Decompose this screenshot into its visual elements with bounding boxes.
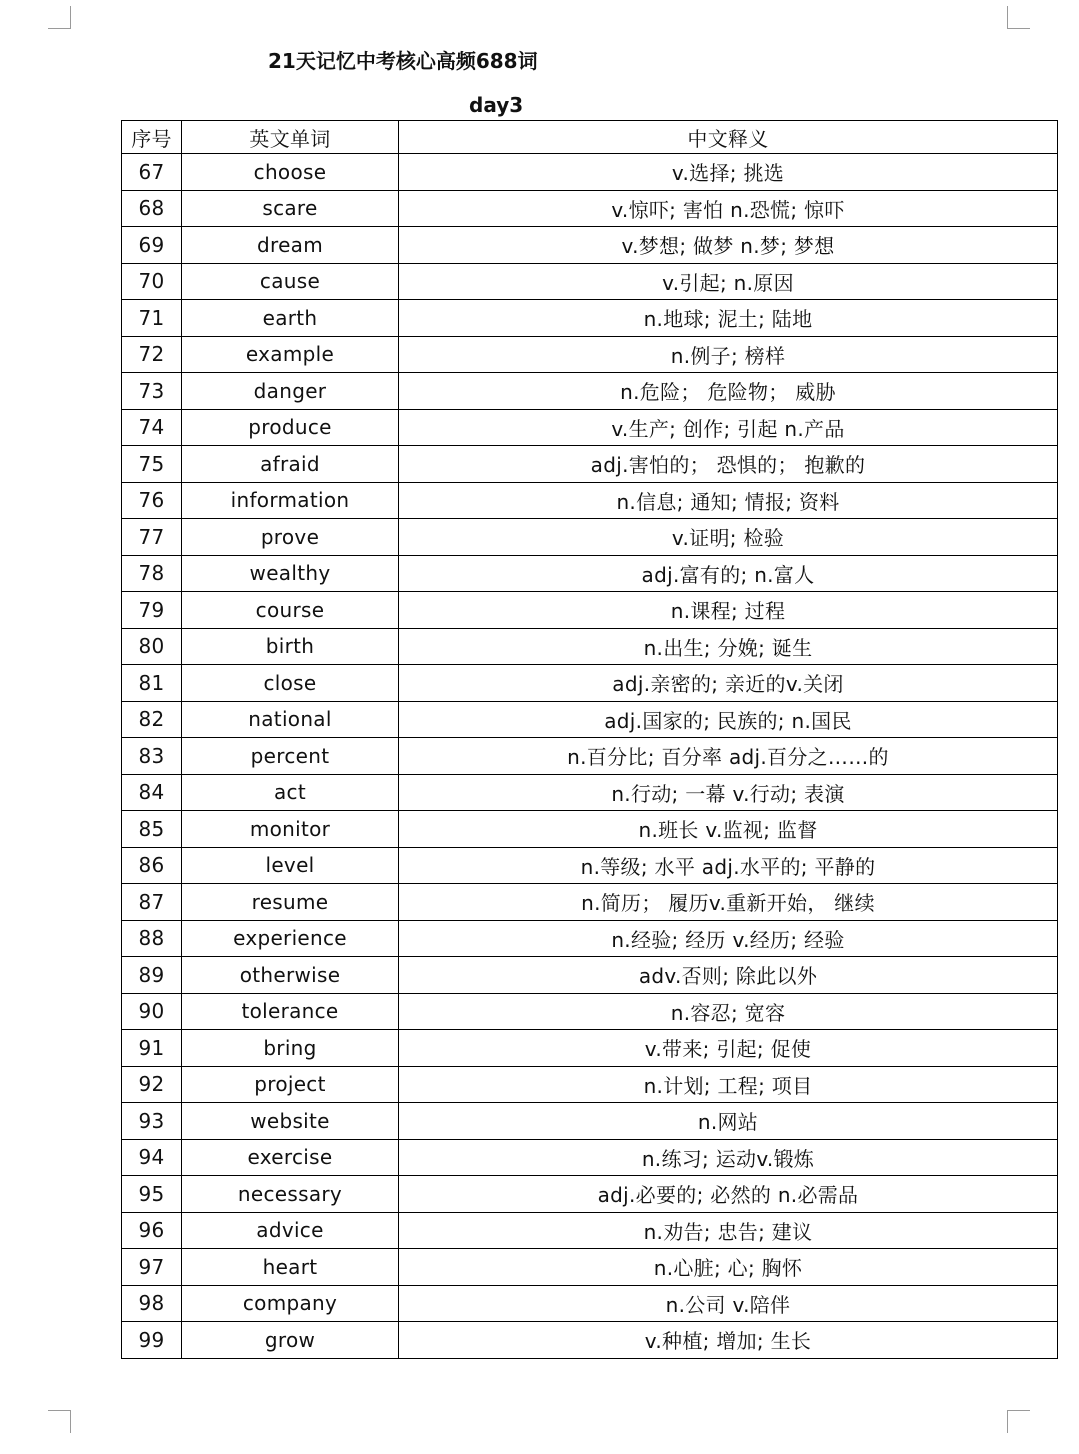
row-chinese-meaning: n.练习; 运动v.锻炼: [399, 1139, 1058, 1176]
row-english-word: monitor: [182, 811, 399, 848]
row-english-word: level: [182, 847, 399, 884]
table-row: [122, 592, 1058, 629]
table-row: [122, 1249, 1058, 1286]
row-index: 93: [122, 1103, 182, 1140]
header-index: 序号: [122, 121, 182, 154]
table-row: [122, 446, 1058, 483]
row-english-word: information: [182, 482, 399, 519]
row-chinese-meaning: n.危险； 危险物； 威胁: [399, 373, 1058, 410]
crop-mark-bottom-left: [48, 1410, 71, 1433]
table-row: [122, 1322, 1058, 1359]
table-row: [122, 519, 1058, 556]
row-chinese-meaning: adj.国家的; 民族的; n.国民: [399, 701, 1058, 738]
row-index: 95: [122, 1176, 182, 1213]
row-english-word: national: [182, 701, 399, 738]
row-english-word: resume: [182, 884, 399, 921]
row-english-word: percent: [182, 738, 399, 775]
table-row: [122, 957, 1058, 994]
table-row: [122, 227, 1058, 264]
table-row: [122, 1212, 1058, 1249]
row-index: 67: [122, 154, 182, 191]
row-english-word: earth: [182, 300, 399, 337]
row-english-word: act: [182, 774, 399, 811]
row-chinese-meaning: adj.富有的; n.富人: [399, 555, 1058, 592]
table-row: [122, 263, 1058, 300]
row-chinese-meaning: v.惊吓; 害怕 n.恐慌; 惊吓: [399, 190, 1058, 227]
row-english-word: tolerance: [182, 993, 399, 1030]
row-english-word: close: [182, 665, 399, 702]
row-english-word: experience: [182, 920, 399, 957]
row-english-word: choose: [182, 154, 399, 191]
table-row: [122, 190, 1058, 227]
row-index: 82: [122, 701, 182, 738]
row-chinese-meaning: adv.否则; 除此以外: [399, 957, 1058, 994]
table-body: [122, 154, 1058, 1359]
table-row: [122, 409, 1058, 446]
row-index: 96: [122, 1212, 182, 1249]
row-chinese-meaning: n.出生; 分娩; 诞生: [399, 628, 1058, 665]
row-english-word: bring: [182, 1030, 399, 1067]
table-row: [122, 811, 1058, 848]
row-english-word: prove: [182, 519, 399, 556]
row-index: 75: [122, 446, 182, 483]
vocabulary-table: [121, 120, 1058, 1359]
row-chinese-meaning: n.百分比; 百分率 adj.百分之……的: [399, 738, 1058, 775]
row-index: 86: [122, 847, 182, 884]
row-index: 87: [122, 884, 182, 921]
row-index: 84: [122, 774, 182, 811]
row-index: 83: [122, 738, 182, 775]
document-title: 21天记忆中考核心高频688词: [268, 49, 538, 73]
row-chinese-meaning: n.网站: [399, 1103, 1058, 1140]
crop-mark-bottom-right: [1007, 1410, 1030, 1433]
row-chinese-meaning: n.经验; 经历 v.经历; 经验: [399, 920, 1058, 957]
day-heading: day3: [469, 93, 524, 117]
table-row: [122, 1285, 1058, 1322]
table-row: [122, 847, 1058, 884]
table-row: [122, 884, 1058, 921]
row-chinese-meaning: n.信息; 通知; 情报; 资料: [399, 482, 1058, 519]
row-english-word: company: [182, 1285, 399, 1322]
row-chinese-meaning: v.种植; 增加; 生长: [399, 1322, 1058, 1359]
row-index: 78: [122, 555, 182, 592]
row-index: 74: [122, 409, 182, 446]
row-chinese-meaning: n.行动; 一幕 v.行动; 表演: [399, 774, 1058, 811]
row-chinese-meaning: v.生产; 创作; 引起 n.产品: [399, 409, 1058, 446]
row-index: 80: [122, 628, 182, 665]
row-index: 90: [122, 993, 182, 1030]
table-row: [122, 774, 1058, 811]
row-chinese-meaning: v.带来; 引起; 促使: [399, 1030, 1058, 1067]
row-index: 72: [122, 336, 182, 373]
row-chinese-meaning: v.引起; n.原因: [399, 263, 1058, 300]
row-index: 79: [122, 592, 182, 629]
row-english-word: advice: [182, 1212, 399, 1249]
row-index: 91: [122, 1030, 182, 1067]
table-row: [122, 1176, 1058, 1213]
row-chinese-meaning: v.梦想; 做梦 n.梦; 梦想: [399, 227, 1058, 264]
row-chinese-meaning: n.劝告; 忠告; 建议: [399, 1212, 1058, 1249]
crop-mark-top-right: [1007, 6, 1030, 29]
row-index: 76: [122, 482, 182, 519]
table-header-row: [122, 121, 1058, 154]
row-chinese-meaning: v.证明; 检验: [399, 519, 1058, 556]
row-index: 97: [122, 1249, 182, 1286]
row-english-word: exercise: [182, 1139, 399, 1176]
row-index: 71: [122, 300, 182, 337]
row-chinese-meaning: n.公司 v.陪伴: [399, 1285, 1058, 1322]
row-english-word: afraid: [182, 446, 399, 483]
row-index: 98: [122, 1285, 182, 1322]
row-index: 77: [122, 519, 182, 556]
row-index: 73: [122, 373, 182, 410]
row-chinese-meaning: n.简历； 履历v.重新开始， 继续: [399, 884, 1058, 921]
table-row: [122, 1066, 1058, 1103]
row-english-word: birth: [182, 628, 399, 665]
table-row: [122, 482, 1058, 519]
row-english-word: example: [182, 336, 399, 373]
table-row: [122, 738, 1058, 775]
row-english-word: heart: [182, 1249, 399, 1286]
row-english-word: project: [182, 1066, 399, 1103]
row-chinese-meaning: adj.害怕的； 恐惧的； 抱歉的: [399, 446, 1058, 483]
table-row: [122, 628, 1058, 665]
row-chinese-meaning: n.课程; 过程: [399, 592, 1058, 629]
row-english-word: wealthy: [182, 555, 399, 592]
table-row: [122, 665, 1058, 702]
row-chinese-meaning: adj.必要的; 必然的 n.必需品: [399, 1176, 1058, 1213]
row-chinese-meaning: n.等级; 水平 adj.水平的; 平静的: [399, 847, 1058, 884]
row-english-word: course: [182, 592, 399, 629]
row-english-word: website: [182, 1103, 399, 1140]
row-index: 92: [122, 1066, 182, 1103]
row-english-word: dream: [182, 227, 399, 264]
row-index: 94: [122, 1139, 182, 1176]
row-index: 81: [122, 665, 182, 702]
row-chinese-meaning: n.心脏; 心; 胸怀: [399, 1249, 1058, 1286]
row-index: 99: [122, 1322, 182, 1359]
table-row: [122, 701, 1058, 738]
row-index: 70: [122, 263, 182, 300]
row-index: 85: [122, 811, 182, 848]
row-chinese-meaning: adj.亲密的; 亲近的v.关闭: [399, 665, 1058, 702]
row-index: 68: [122, 190, 182, 227]
crop-mark-top-left: [48, 6, 71, 29]
row-chinese-meaning: n.例子; 榜样: [399, 336, 1058, 373]
row-chinese-meaning: n.容忍; 宽容: [399, 993, 1058, 1030]
row-english-word: danger: [182, 373, 399, 410]
header-english-word: 英文单词: [182, 121, 399, 154]
row-index: 69: [122, 227, 182, 264]
table-row: [122, 1139, 1058, 1176]
table-row: [122, 1103, 1058, 1140]
table-row: [122, 1030, 1058, 1067]
row-english-word: otherwise: [182, 957, 399, 994]
row-chinese-meaning: n.地球; 泥土; 陆地: [399, 300, 1058, 337]
table-row: [122, 555, 1058, 592]
row-chinese-meaning: v.选择; 挑选: [399, 154, 1058, 191]
row-english-word: cause: [182, 263, 399, 300]
table-row: [122, 154, 1058, 191]
row-index: 89: [122, 957, 182, 994]
table-row: [122, 920, 1058, 957]
row-english-word: produce: [182, 409, 399, 446]
header-chinese-meaning: 中文释义: [399, 121, 1058, 154]
table-row: [122, 300, 1058, 337]
row-english-word: scare: [182, 190, 399, 227]
table-row: [122, 993, 1058, 1030]
row-index: 88: [122, 920, 182, 957]
row-english-word: necessary: [182, 1176, 399, 1213]
table-row: [122, 373, 1058, 410]
table-row: [122, 336, 1058, 373]
row-chinese-meaning: n.计划; 工程; 项目: [399, 1066, 1058, 1103]
row-chinese-meaning: n.班长 v.监视; 监督: [399, 811, 1058, 848]
row-english-word: grow: [182, 1322, 399, 1359]
